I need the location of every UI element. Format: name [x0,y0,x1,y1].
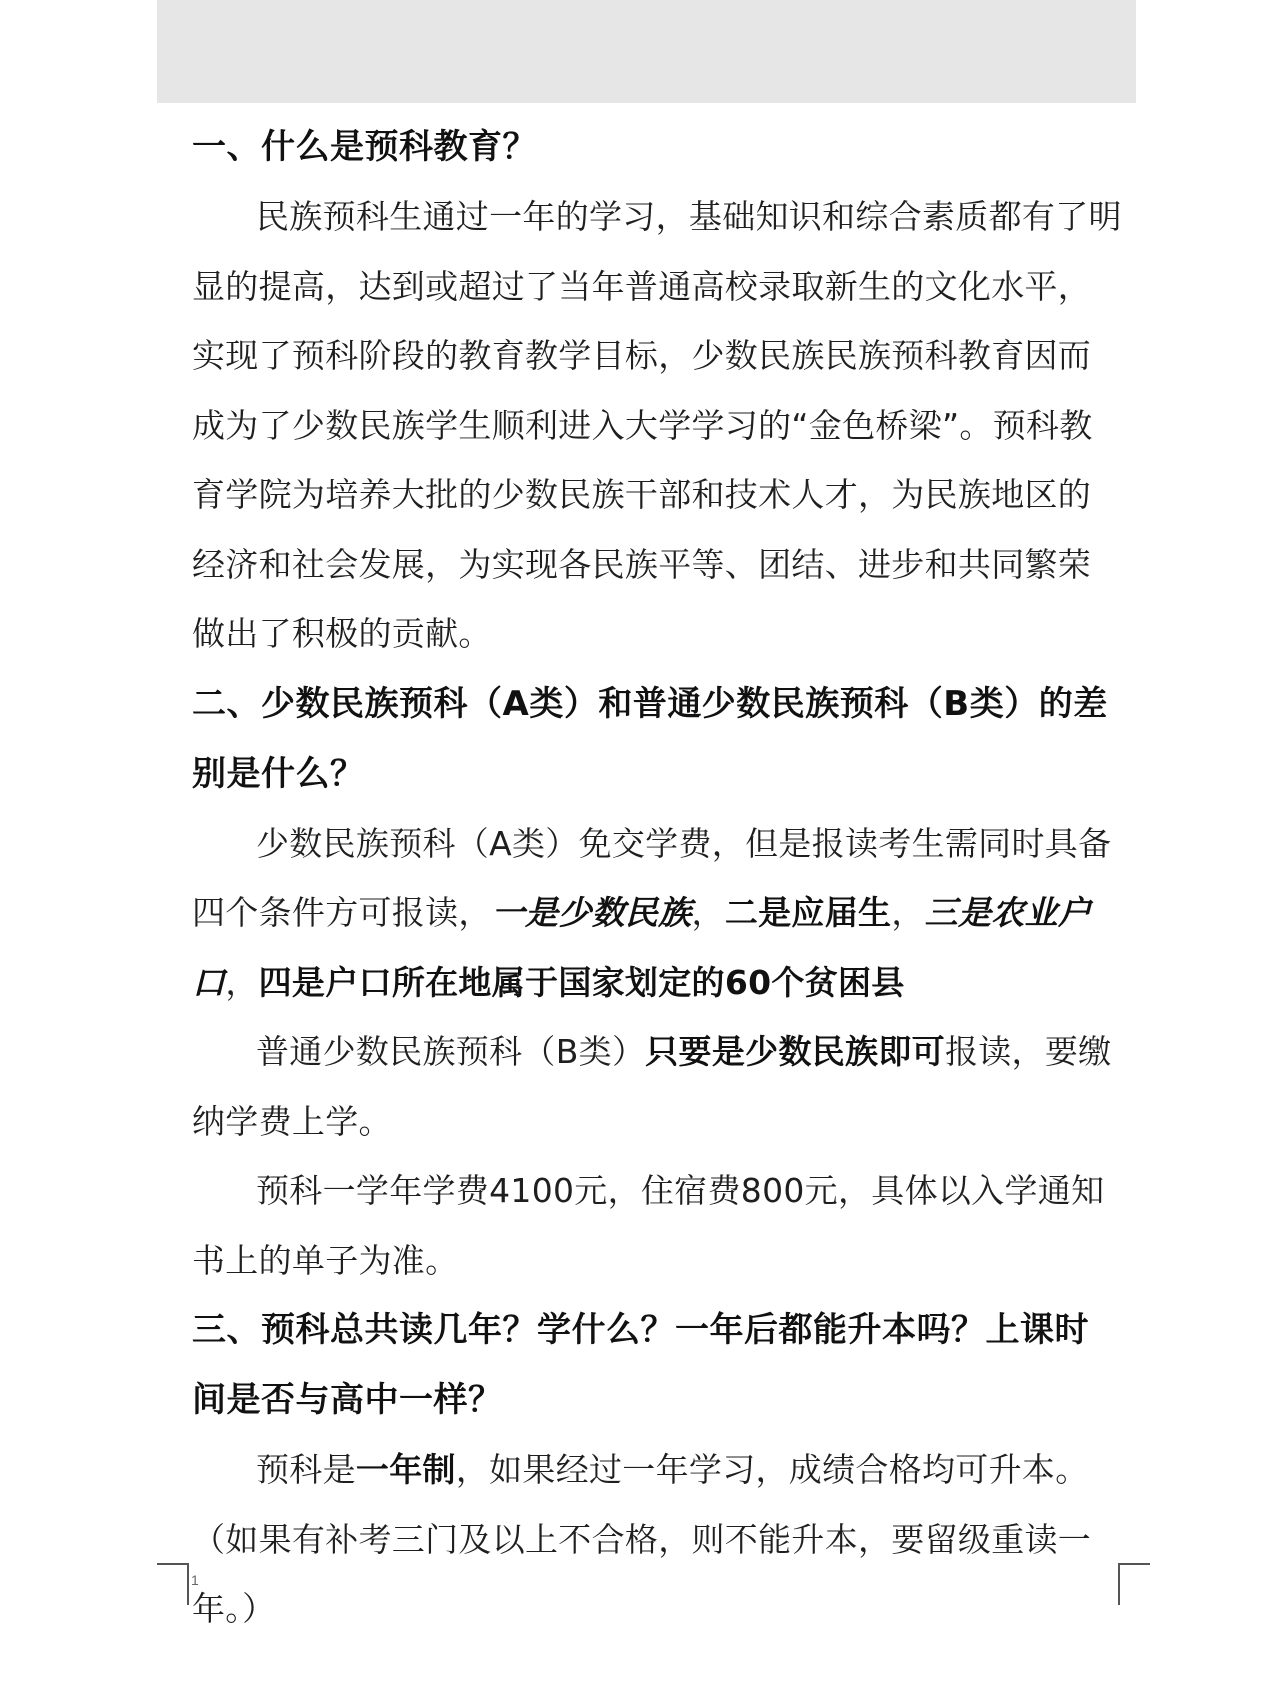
condition-2: 二是应届生 [724,893,892,932]
condition-3: 三是农业户口 [192,893,1092,1002]
condition-4: 四是户口所在地属于国家划定的60个贫困县 [258,962,905,1002]
b-class-tail: 报读，要缴纳学费上学。 [192,1032,1112,1141]
section-2-paragraph-fees: 预科一学年学费4100元，住宿费800元，具体以入学通知书上的单子为准。 [192,1171,1105,1280]
duration-emphasis: 一年制 [355,1450,456,1489]
page-corner-mark-right [1118,1563,1150,1605]
duration-lead: 预科是 [256,1450,356,1489]
page-number: 1 [191,1572,199,1588]
b-class-emphasis: 只要是少数民族即可 [645,1032,945,1071]
section-2-paragraph-conditions [192,809,1122,1018]
condition-1: 一是少数民族 [491,893,692,932]
document-body [192,112,1122,1644]
section-3-paragraph [192,1435,1122,1644]
b-class-lead: 普通少数民族预科（B类） [256,1032,646,1071]
condition-separator: ， [225,962,259,1002]
conditions-lead: 少数民族预科（A类）免交学费，但是报读考生需同时具备四个条件方可报读， [192,823,1112,932]
page-corner-mark-left [157,1563,189,1605]
section-1-heading: 一、什么是预科教育？ [192,127,537,167]
section-2-heading: 二、少数民族预科（A类）和普通少数民族预科（B类）的差别是什么？ [192,683,1108,794]
section-1-paragraph: 民族预科生通过一年的学习，基础知识和综合素质都有了明显的提高，达到或超过了当年普通高校录取新生的文化水平，实现了预科阶段的教育教学目标，少数民族民族预科教育因而成为了少数民族学生顺利进入大学学习的“金色桥梁”。预科教育学院为培养大批的少数民族干部和技术人才，为民族地区的经济和社会发展，为实现各民族平等、团结、进步和共同繁荣做出了积极的贡献。 [192,197,1122,653]
section-3-heading: 三、预科总共读几年？学什么？一年后都能升本吗？上课时间是否与高中一样？ [192,1310,1089,1420]
header-band [157,0,1136,103]
condition-separator: ， [891,893,925,932]
duration-tail: ，如果经过一年学习，成绩合格均可升本。（如果有补考三门及以上不合格，则不能升本，要留级重读一年。） [192,1450,1092,1628]
condition-separator: ， [691,893,725,932]
section-2-paragraph-b-class [192,1017,1122,1156]
